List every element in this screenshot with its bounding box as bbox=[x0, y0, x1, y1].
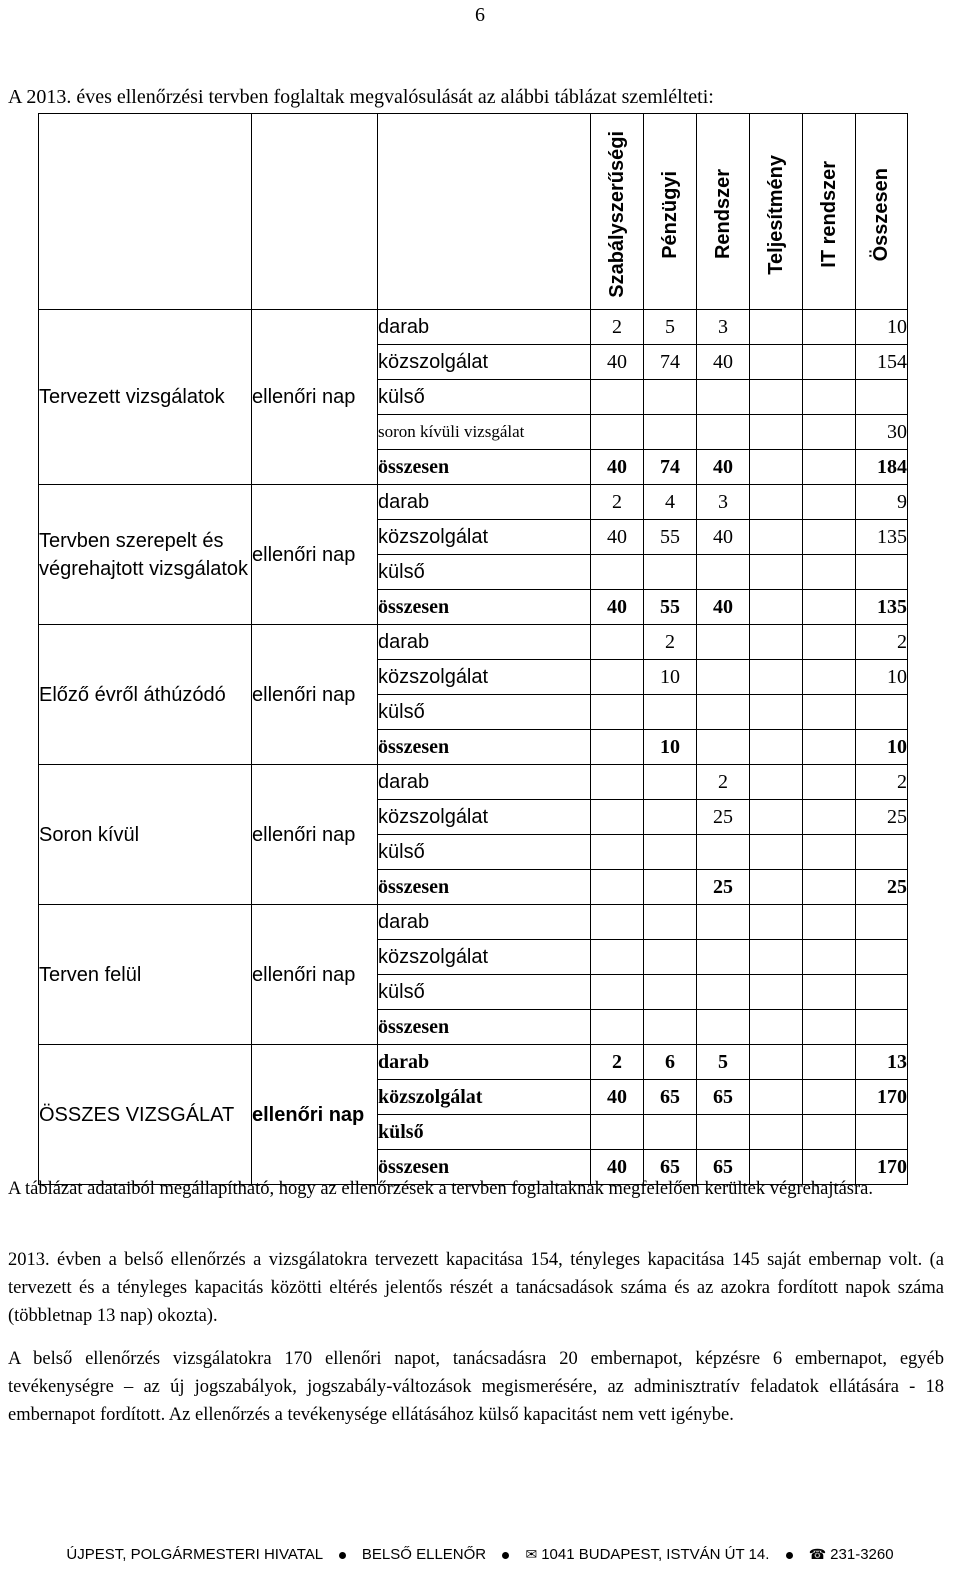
footer-address: 1041 BUDAPEST, ISTVÁN ÚT 14. bbox=[541, 1546, 770, 1563]
value-cell bbox=[803, 485, 856, 520]
value-cell bbox=[750, 1010, 803, 1045]
value-cell bbox=[856, 940, 908, 975]
value-cell bbox=[750, 415, 803, 450]
value-cell bbox=[803, 905, 856, 940]
value-cell bbox=[591, 660, 644, 695]
value-cell: 65 bbox=[644, 1080, 697, 1115]
value-cell bbox=[803, 1045, 856, 1080]
value-cell: 170 bbox=[856, 1080, 908, 1115]
value-cell: 65 bbox=[697, 1080, 750, 1115]
table-row bbox=[39, 1045, 908, 1080]
value-cell: 10 bbox=[856, 310, 908, 345]
value-cell bbox=[803, 380, 856, 415]
value-cell: 25 bbox=[697, 870, 750, 905]
row-label: összesen bbox=[378, 590, 591, 625]
value-cell bbox=[856, 975, 908, 1010]
value-cell bbox=[644, 555, 697, 590]
value-cell: 135 bbox=[856, 520, 908, 555]
value-cell bbox=[803, 940, 856, 975]
footer-org: ÚJPEST, POLGÁRMESTERI HIVATAL bbox=[66, 1546, 323, 1563]
value-cell: 40 bbox=[591, 520, 644, 555]
value-cell: 25 bbox=[856, 800, 908, 835]
row-label: összesen bbox=[378, 870, 591, 905]
value-cell bbox=[750, 450, 803, 485]
value-cell: 30 bbox=[856, 415, 908, 450]
value-cell bbox=[750, 555, 803, 590]
unit-cell: ellenőri nap bbox=[252, 485, 378, 625]
value-cell bbox=[591, 730, 644, 765]
value-cell bbox=[803, 1080, 856, 1115]
value-cell bbox=[750, 520, 803, 555]
value-cell bbox=[750, 590, 803, 625]
value-cell: 10 bbox=[644, 660, 697, 695]
value-cell: 2 bbox=[856, 765, 908, 800]
value-cell bbox=[697, 415, 750, 450]
row-label: darab bbox=[378, 1045, 591, 1080]
value-cell bbox=[803, 555, 856, 590]
table-row bbox=[39, 485, 908, 520]
value-cell: 170 bbox=[856, 1150, 908, 1185]
value-cell bbox=[697, 975, 750, 1010]
row-label: összesen bbox=[378, 730, 591, 765]
row-label: külső bbox=[378, 975, 591, 1010]
value-cell bbox=[697, 940, 750, 975]
value-cell bbox=[644, 835, 697, 870]
value-cell: 3 bbox=[697, 485, 750, 520]
value-cell: 65 bbox=[644, 1150, 697, 1185]
category-cell: Tervezett vizsgálatok bbox=[39, 310, 252, 485]
value-cell bbox=[697, 1115, 750, 1150]
value-cell bbox=[750, 800, 803, 835]
value-cell: 10 bbox=[644, 730, 697, 765]
row-label: közszolgálat bbox=[378, 940, 591, 975]
value-cell: 2 bbox=[856, 625, 908, 660]
value-cell bbox=[803, 730, 856, 765]
value-cell: 13 bbox=[856, 1045, 908, 1080]
value-cell: 5 bbox=[644, 310, 697, 345]
value-cell bbox=[803, 1115, 856, 1150]
value-cell bbox=[591, 870, 644, 905]
category-cell: Soron kívül bbox=[39, 765, 252, 905]
value-cell: 25 bbox=[856, 870, 908, 905]
row-label: soron kívüli vizsgálat bbox=[378, 415, 591, 450]
value-cell bbox=[803, 870, 856, 905]
row-label: külső bbox=[378, 555, 591, 590]
value-cell bbox=[856, 905, 908, 940]
value-cell: 184 bbox=[856, 450, 908, 485]
unit-cell: ellenőri nap bbox=[252, 905, 378, 1045]
header-blank bbox=[252, 114, 378, 310]
row-label: külső bbox=[378, 380, 591, 415]
row-label: összesen bbox=[378, 1150, 591, 1185]
table-header-row bbox=[39, 114, 908, 310]
value-cell bbox=[591, 380, 644, 415]
row-label: összesen bbox=[378, 1010, 591, 1045]
paragraph: 2013. évben a belső ellenőrzés a vizsgálatokra tervezett kapacitása 154, tényleges kapacitása 145 saját embernap volt. (a tervezett és a tényleges kapacitás közötti eltérés jelentős részét a tanácsadások száma és az azokra fordított napok száma (többletnap 13 nap) okozta). bbox=[8, 1250, 944, 1326]
value-cell bbox=[750, 835, 803, 870]
value-cell: 5 bbox=[697, 1045, 750, 1080]
column-header: Rendszer bbox=[697, 114, 750, 310]
value-cell bbox=[750, 1115, 803, 1150]
bullet-icon bbox=[786, 1552, 793, 1559]
table-row bbox=[39, 765, 908, 800]
intro-text: A 2013. éves ellenőrzési tervben foglaltak megvalósulását az alábbi táblázat szemlélteti: bbox=[8, 86, 714, 108]
row-label: külső bbox=[378, 695, 591, 730]
value-cell bbox=[750, 940, 803, 975]
value-cell: 40 bbox=[697, 450, 750, 485]
row-label: közszolgálat bbox=[378, 345, 591, 380]
unit-cell: ellenőri nap bbox=[252, 765, 378, 905]
value-cell: 25 bbox=[697, 800, 750, 835]
value-cell bbox=[697, 625, 750, 660]
value-cell bbox=[697, 1010, 750, 1045]
value-cell bbox=[591, 695, 644, 730]
value-cell: 6 bbox=[644, 1045, 697, 1080]
value-cell bbox=[644, 380, 697, 415]
row-label: darab bbox=[378, 765, 591, 800]
row-label: darab bbox=[378, 905, 591, 940]
value-cell bbox=[644, 695, 697, 730]
value-cell bbox=[750, 765, 803, 800]
value-cell bbox=[803, 520, 856, 555]
row-label: külső bbox=[378, 1115, 591, 1150]
column-header: Összesen bbox=[856, 114, 908, 310]
row-label: összesen bbox=[378, 450, 591, 485]
value-cell bbox=[803, 345, 856, 380]
category-cell: ÖSSZES VIZSGÁLAT bbox=[39, 1045, 252, 1185]
value-cell: 40 bbox=[591, 450, 644, 485]
value-cell bbox=[803, 590, 856, 625]
row-label: darab bbox=[378, 625, 591, 660]
value-cell: 2 bbox=[644, 625, 697, 660]
value-cell bbox=[644, 975, 697, 1010]
value-cell bbox=[697, 730, 750, 765]
value-cell bbox=[644, 415, 697, 450]
value-cell: 40 bbox=[697, 520, 750, 555]
audit-plan-table bbox=[38, 113, 908, 1185]
value-cell bbox=[591, 555, 644, 590]
value-cell: 55 bbox=[644, 520, 697, 555]
value-cell bbox=[856, 555, 908, 590]
value-cell bbox=[644, 765, 697, 800]
value-cell bbox=[750, 695, 803, 730]
value-cell bbox=[644, 1115, 697, 1150]
header-blank bbox=[378, 114, 591, 310]
value-cell bbox=[591, 625, 644, 660]
value-cell bbox=[750, 730, 803, 765]
value-cell bbox=[803, 765, 856, 800]
value-cell: 154 bbox=[856, 345, 908, 380]
value-cell: 10 bbox=[856, 660, 908, 695]
value-cell bbox=[591, 940, 644, 975]
value-cell: 9 bbox=[856, 485, 908, 520]
value-cell: 55 bbox=[644, 590, 697, 625]
value-cell bbox=[591, 835, 644, 870]
value-cell bbox=[750, 870, 803, 905]
value-cell bbox=[750, 1045, 803, 1080]
value-cell: 135 bbox=[856, 590, 908, 625]
value-cell bbox=[591, 765, 644, 800]
row-label: külső bbox=[378, 835, 591, 870]
value-cell bbox=[856, 695, 908, 730]
row-label: közszolgálat bbox=[378, 660, 591, 695]
value-cell bbox=[697, 380, 750, 415]
table-row bbox=[39, 625, 908, 660]
value-cell: 2 bbox=[591, 1045, 644, 1080]
value-cell: 40 bbox=[591, 590, 644, 625]
value-cell bbox=[750, 1080, 803, 1115]
footer-dept: BELSŐ ELLENŐR bbox=[361, 1546, 487, 1563]
bullet-icon bbox=[339, 1552, 346, 1559]
value-cell bbox=[697, 835, 750, 870]
value-cell: 10 bbox=[856, 730, 908, 765]
value-cell bbox=[803, 415, 856, 450]
value-cell bbox=[591, 905, 644, 940]
value-cell bbox=[750, 660, 803, 695]
row-label: darab bbox=[378, 485, 591, 520]
value-cell bbox=[644, 800, 697, 835]
value-cell bbox=[750, 485, 803, 520]
table-row bbox=[39, 310, 908, 345]
value-cell bbox=[856, 1115, 908, 1150]
unit-cell: ellenőri nap bbox=[252, 310, 378, 485]
value-cell: 40 bbox=[697, 590, 750, 625]
bullet-icon bbox=[502, 1552, 509, 1559]
value-cell bbox=[591, 1010, 644, 1045]
value-cell bbox=[644, 905, 697, 940]
column-header: IT rendszer bbox=[803, 114, 856, 310]
column-header: Teljesítmény bbox=[750, 114, 803, 310]
value-cell bbox=[856, 380, 908, 415]
value-cell bbox=[803, 660, 856, 695]
value-cell bbox=[591, 415, 644, 450]
row-label: közszolgálat bbox=[378, 800, 591, 835]
table-row bbox=[39, 905, 908, 940]
footer-phone: 231-3260 bbox=[830, 1546, 894, 1563]
value-cell bbox=[750, 345, 803, 380]
row-label: közszolgálat bbox=[378, 520, 591, 555]
value-cell bbox=[644, 1010, 697, 1045]
value-cell bbox=[750, 380, 803, 415]
phone-icon: ☎ bbox=[808, 1546, 827, 1562]
category-cell: Tervben szerepelt és végrehajtott vizsgálatok bbox=[39, 485, 252, 625]
value-cell: 3 bbox=[697, 310, 750, 345]
header-blank bbox=[39, 114, 252, 310]
value-cell: 2 bbox=[697, 765, 750, 800]
value-cell: 40 bbox=[591, 345, 644, 380]
unit-cell: ellenőri nap bbox=[252, 625, 378, 765]
value-cell: 40 bbox=[697, 345, 750, 380]
value-cell bbox=[644, 870, 697, 905]
value-cell: 2 bbox=[591, 485, 644, 520]
value-cell: 40 bbox=[591, 1150, 644, 1185]
paragraph: A táblázat adataiból megállapítható, hogy az ellenőrzések a tervben foglaltaknak megfelelően kerültek végrehajtásra. bbox=[8, 1179, 874, 1199]
unit-cell: ellenőri nap bbox=[252, 1045, 378, 1185]
row-label: közszolgálat bbox=[378, 1080, 591, 1115]
column-header: Szabályszerűségi bbox=[591, 114, 644, 310]
category-cell: Előző évről áthúzódó bbox=[39, 625, 252, 765]
value-cell bbox=[803, 800, 856, 835]
value-cell bbox=[856, 1010, 908, 1045]
value-cell: 74 bbox=[644, 345, 697, 380]
value-cell bbox=[591, 975, 644, 1010]
value-cell: 2 bbox=[591, 310, 644, 345]
envelope-icon: ✉ bbox=[525, 1546, 538, 1562]
value-cell bbox=[644, 940, 697, 975]
column-header: Pénzügyi bbox=[644, 114, 697, 310]
value-cell: 4 bbox=[644, 485, 697, 520]
value-cell bbox=[803, 975, 856, 1010]
value-cell bbox=[750, 310, 803, 345]
value-cell bbox=[803, 1010, 856, 1045]
page-footer bbox=[0, 1546, 960, 1563]
value-cell bbox=[803, 835, 856, 870]
value-cell bbox=[803, 695, 856, 730]
value-cell bbox=[697, 905, 750, 940]
paragraph: A belső ellenőrzés vizsgálatokra 170 ellenőri napot, tanácsadásra 20 embernapot, képzésre 6 embernapot, egyéb tevékenységre – az új jogszabályok, jogszabály-változások megismerésére, az adminisztratív feladatok ellátására - 18 embernapot fordított. Az ellenőrzés a tevékenysége ellátásához külső kapacitást nem vett igénybe. bbox=[8, 1349, 944, 1425]
value-cell: 65 bbox=[697, 1150, 750, 1185]
value-cell bbox=[591, 1115, 644, 1150]
value-cell: 74 bbox=[644, 450, 697, 485]
value-cell bbox=[750, 975, 803, 1010]
value-cell bbox=[856, 835, 908, 870]
value-cell: 40 bbox=[591, 1080, 644, 1115]
value-cell bbox=[697, 555, 750, 590]
category-cell: Terven felül bbox=[39, 905, 252, 1045]
value-cell bbox=[750, 625, 803, 660]
value-cell bbox=[697, 695, 750, 730]
row-label: darab bbox=[378, 310, 591, 345]
value-cell bbox=[750, 905, 803, 940]
value-cell bbox=[697, 660, 750, 695]
value-cell bbox=[803, 450, 856, 485]
page-number: 6 bbox=[475, 4, 485, 26]
value-cell bbox=[803, 310, 856, 345]
value-cell bbox=[803, 625, 856, 660]
value-cell bbox=[591, 800, 644, 835]
